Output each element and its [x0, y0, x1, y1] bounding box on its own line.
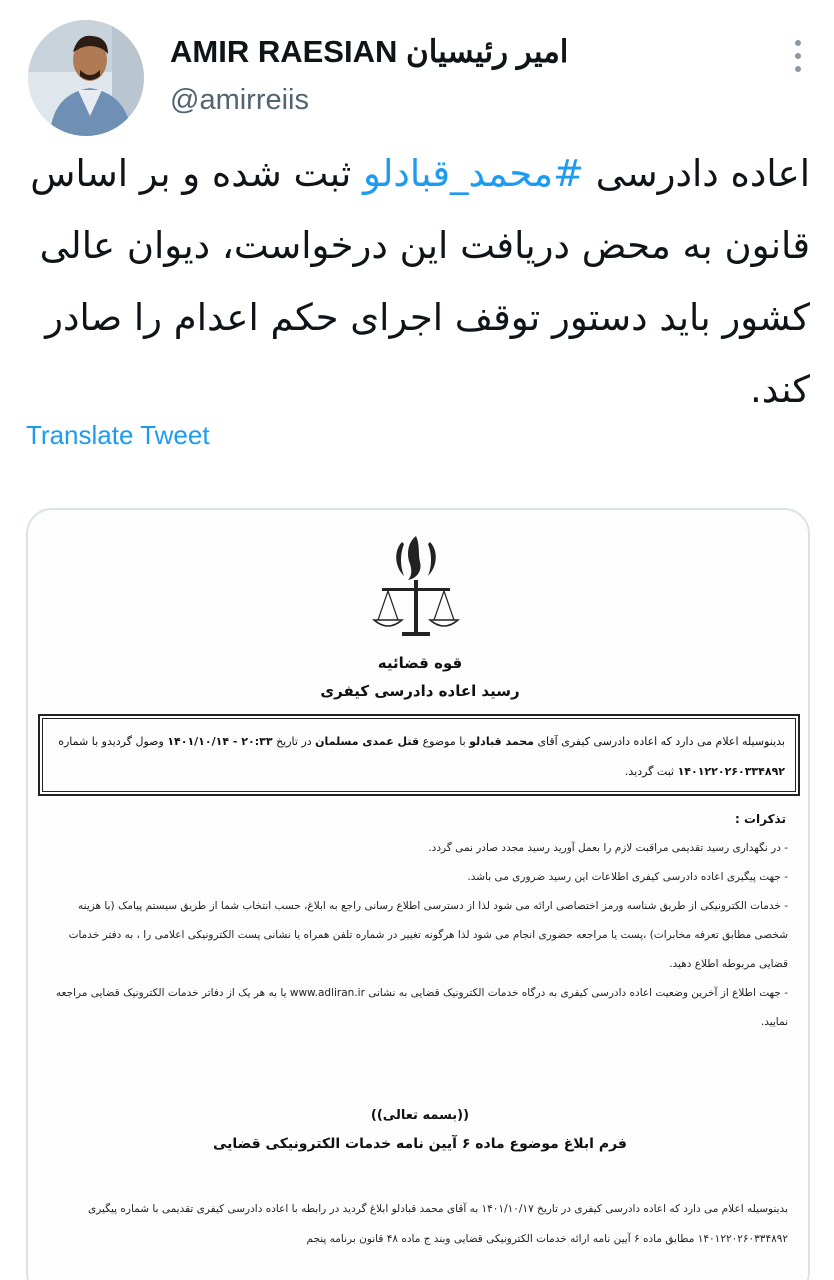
note-item: - جهت پیگیری اعاده دادرسی کیفری اطلاعات این رسید ضروری می باشد. [467, 871, 788, 883]
more-dot [795, 53, 801, 59]
author-name[interactable]: AMIR RAESIAN امیر رئیسیان [170, 34, 569, 69]
translate-tweet-link[interactable]: Translate Tweet [26, 420, 210, 450]
avatar[interactable] [28, 20, 144, 136]
hashtag-link[interactable]: #محمد_قبادلو [363, 152, 585, 195]
document-scan [28, 510, 810, 1280]
notes-title: تذکرات : [734, 812, 786, 826]
receipt-notice-box [38, 714, 800, 796]
note-item: - خدمات الکترونیکی از طریق شناسه ورمز اختصاصی ارائه می شود لذا از دسترسی اطلاع رسانی راجع به ابلاغ، حسب انتخاب شما از طریق سیستم پیامک (با هزینه شخصی مطابق تعرفه مخابرات) ،پست یا مراجعه حضوری انجام می شود لذا هرگونه تغییر در شماره تلفن همراه یا نشانی پست الکترونیکی اعلامی را ، به دفتر خدمات قضایی مربوطه اطلاع دهید. [68, 900, 788, 970]
tweet-text-part: اعاده دادرسی [584, 152, 810, 195]
document-org-title: قوه قضائیه [377, 654, 463, 672]
receipt-notice-text [42, 718, 796, 792]
bismillah-heading: ((بسمه تعالی)) [370, 1108, 470, 1123]
form-body-text: بدینوسیله اعلام می دارد که اعاده دادرسی کیفری در تاریخ ۱۴۰۱/۱۰/۱۷ به آقای محمد قبادلو ابلاغ گردید در رابطه با اعاده دادرسی کیفری تقدیمی با شماره پیگیری ۱۴۰۱۲۲۰۲۶۰۳۳۴۸۹۲ مطابق ماده ۶ آیین نامه ارائه خدمات الکترونیکی قضایی وبند ج ماده ۴۸ قانون برنامه پنجم [87, 1203, 788, 1245]
more-dot [795, 66, 801, 72]
notes-list [46, 834, 788, 1037]
notice-datetime: ۲۰:۳۳ - ۱۴۰۱/۱۰/۱۴ [167, 735, 273, 748]
tweet-text-part: ثبت شده و بر اساس قانون به محض دریافت این درخواست، دیوان عالی کشور باید دستور توقف اجرای حکم اعدام را صادر کند. [30, 152, 810, 411]
notice-subject: قتل عمدی مسلمان [315, 735, 420, 748]
note-item: - در نگهداری رسید تقدیمی مراقبت لازم را بعمل آورید رسید مجدد صادر نمی گردد. [428, 842, 788, 854]
tweet-text [18, 138, 810, 426]
notice-text: بدینوسیله اعلام می دارد که اعاده دادرسی کیفری آقای [537, 735, 785, 748]
notice-text: ثبت گردید. [624, 765, 675, 778]
author-handle[interactable]: @amirreiis [170, 84, 309, 116]
more-options-icon[interactable] [784, 36, 812, 76]
judiciary-emblem-icon [368, 532, 464, 652]
note-item: - جهت اطلاع از آخرین وضعیت اعاده دادرسی کیفری به درگاه خدمات الکترونیک قضایی به نشانی www.adliran.ir یا به هر یک از دفاتر خدمات الکترونیک قضایی مراجعه نمایید. [55, 987, 788, 1028]
notice-person-name: محمد قبادلو [469, 735, 534, 748]
notice-text: در تاریخ [276, 735, 312, 748]
more-dot [795, 40, 801, 46]
notice-text: وصول گردیدو با شماره [58, 735, 164, 748]
form-title: فرم ابلاغ موضوع ماده ۶ آیین نامه خدمات الکترونیکی قضایی [213, 1136, 627, 1152]
document-receipt-title: رسید اعاده دادرسی کیفری [320, 682, 520, 700]
avatar-photo [28, 20, 144, 136]
notice-tracking-number: ۱۴۰۱۲۲۰۲۶۰۳۳۴۸۹۲ [677, 765, 785, 778]
notice-text: با موضوع [422, 735, 466, 748]
media-image[interactable] [26, 508, 810, 1280]
